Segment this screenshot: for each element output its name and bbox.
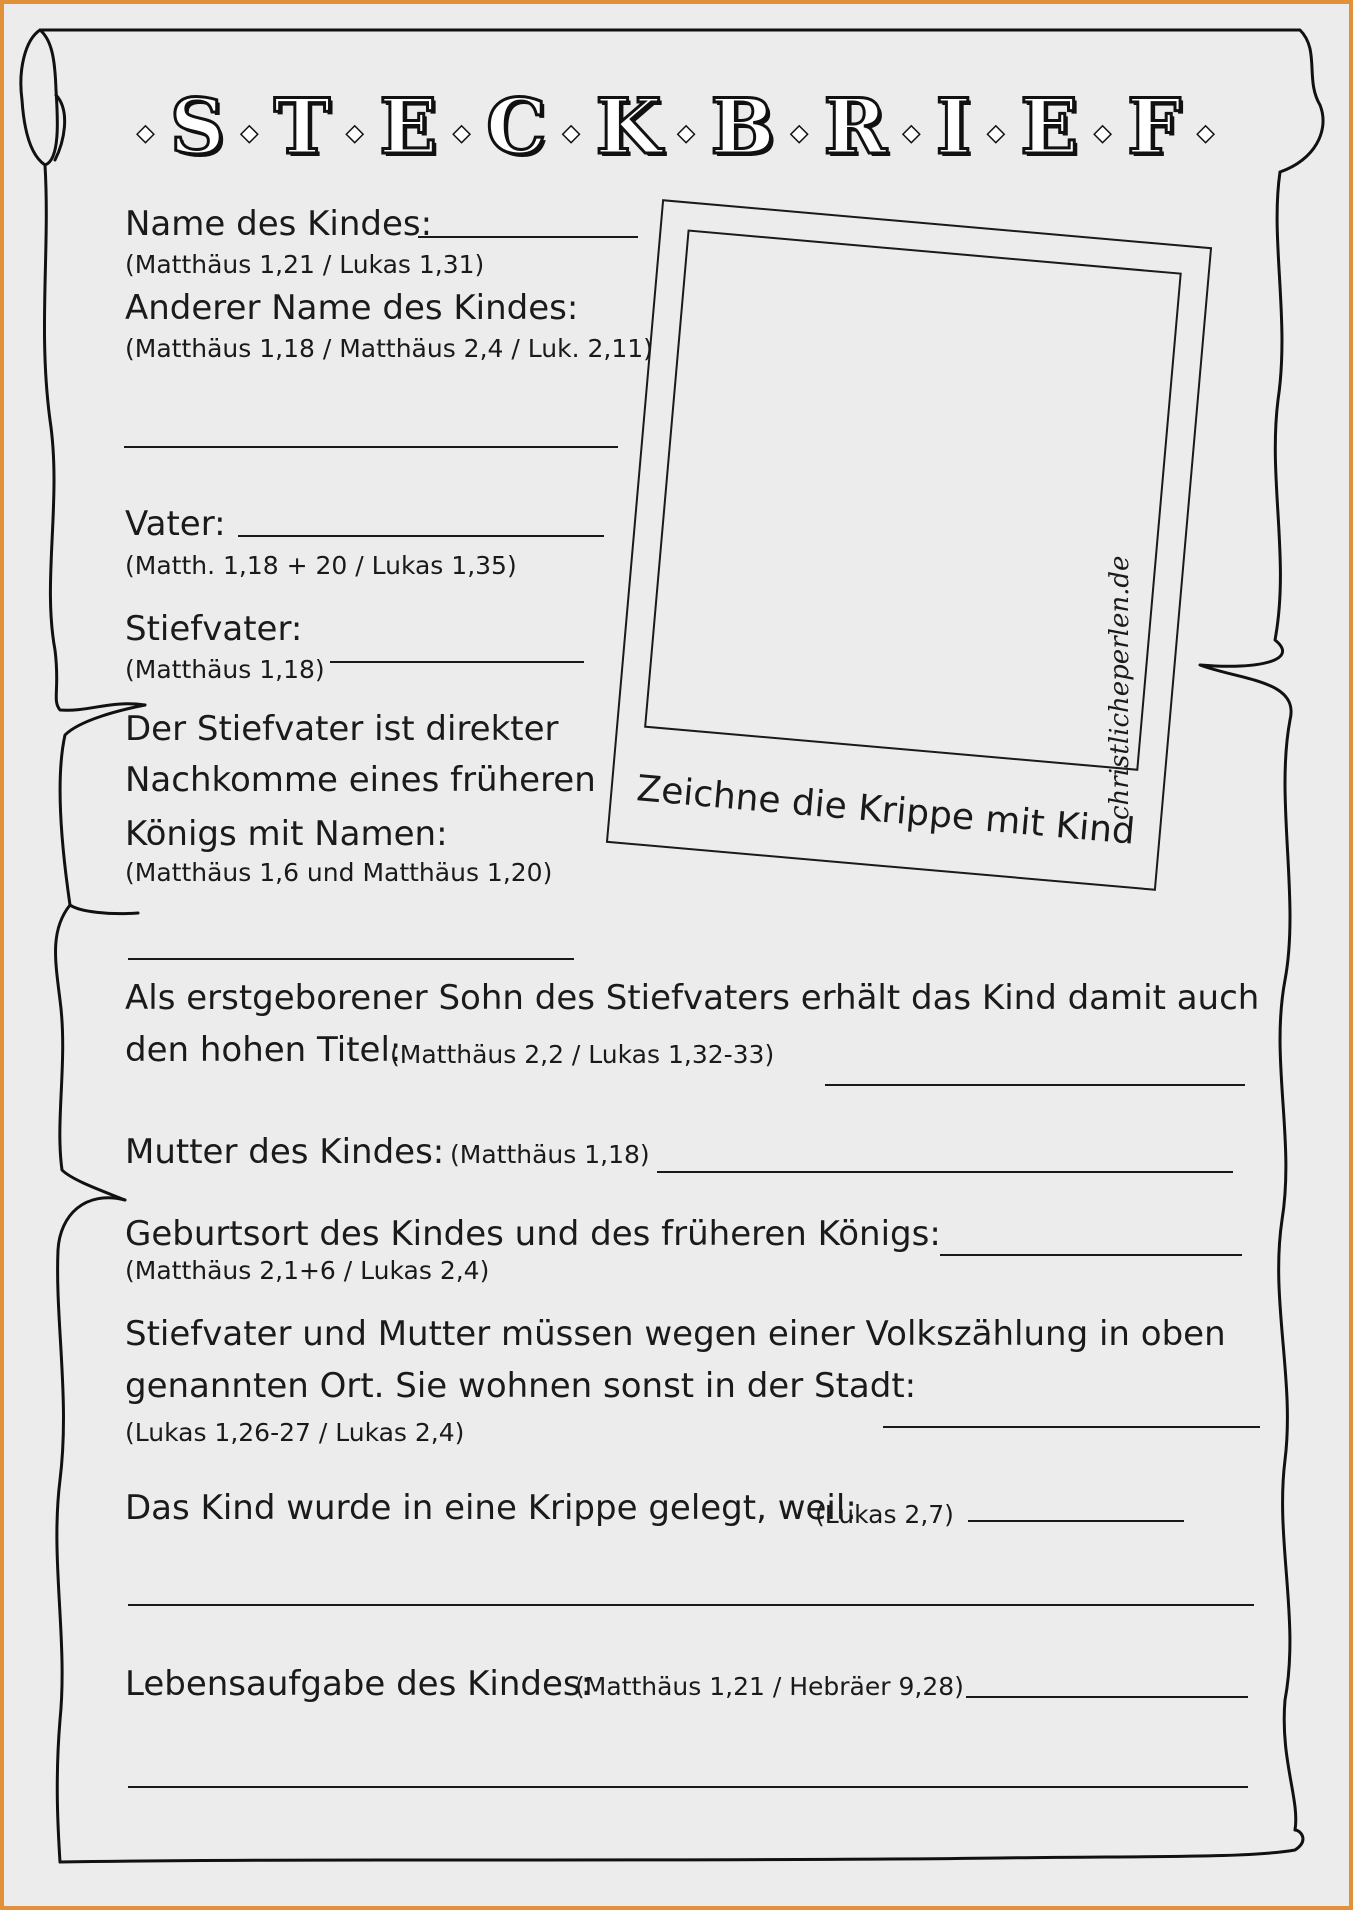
title-letter-f: F (1127, 82, 1184, 171)
title-letter-t: T (273, 82, 333, 171)
title-letter-b: B (710, 82, 777, 171)
mother-answer-line[interactable] (657, 1171, 1233, 1173)
manger-answer-line-1[interactable] (968, 1520, 1184, 1522)
stepfather-label: Stiefvater: (125, 609, 303, 649)
name-answer-line[interactable] (418, 236, 638, 238)
census-answer-line[interactable] (883, 1426, 1260, 1428)
other-name-label: Anderer Name des Kindes: (125, 288, 579, 328)
mother-label: Mutter des Kindes: (125, 1132, 445, 1172)
title-field-line1: Als erstgeborener Sohn des Stiefvaters erhält das Kind damit auch (125, 978, 1260, 1018)
title-dot: ◆ (137, 120, 156, 146)
birthplace-label: Geburtsort des Kindes und des früheren Königs: (125, 1214, 941, 1254)
other-name-answer-line[interactable] (124, 446, 618, 448)
title-letter-i: I (935, 82, 974, 171)
descendant-line1: Der Stiefvater ist direkter (125, 709, 559, 749)
title-letter-r: R (823, 82, 889, 171)
stepfather-ref: (Matthäus 1,18) (125, 655, 325, 684)
title-dot: ◆ (1197, 120, 1216, 146)
father-ref: (Matth. 1,18 + 20 / Lukas 1,35) (125, 551, 517, 580)
page-title (0, 82, 1353, 171)
census-ref: (Lukas 1,26-27 / Lukas 2,4) (125, 1418, 465, 1447)
manger-ref: (Lukas 2,7) (815, 1500, 954, 1529)
manger-label: Das Kind wurde in eine Krippe gelegt, weil: (125, 1488, 857, 1528)
name-label: Name des Kindes: (125, 204, 433, 244)
census-line2: genannten Ort. Sie wohnen sonst in der Stadt: (125, 1366, 917, 1406)
father-answer-line[interactable] (238, 535, 604, 537)
title-letter-c: C (486, 82, 549, 171)
other-name-ref: (Matthäus 1,18 / Matthäus 2,4 / Luk. 2,11) (125, 334, 653, 363)
drawing-area[interactable] (644, 230, 1182, 771)
title-dot: ◆ (453, 120, 473, 146)
title-dot: ◆ (562, 120, 582, 146)
watermark: christlicheperlen.de (1105, 555, 1135, 820)
life-task-ref: (Matthäus 1,21 / Hebräer 9,28) (575, 1672, 964, 1701)
title-dot: ◆ (677, 120, 697, 146)
census-line1: Stiefvater und Mutter müssen wegen einer Volkszählung in oben (125, 1314, 1226, 1354)
title-dot: ◆ (240, 120, 260, 146)
descendant-line3: Königs mit Namen: (125, 814, 448, 854)
title-dot: ◆ (987, 120, 1007, 146)
title-letter-k: K (595, 82, 664, 171)
title-field-line2: den hohen Titel: (125, 1030, 402, 1070)
title-dot: ◆ (902, 120, 922, 146)
birthplace-ref: (Matthäus 2,1+6 / Lukas 2,4) (125, 1256, 490, 1285)
title-dot: ◆ (346, 120, 366, 146)
manger-answer-line-2[interactable] (128, 1604, 1254, 1606)
title-letter-s: S (169, 82, 227, 171)
life-task-answer-line-1[interactable] (966, 1696, 1248, 1698)
life-task-label: Lebensaufgabe des Kindes: (125, 1664, 593, 1704)
name-ref: (Matthäus 1,21 / Lukas 1,31) (125, 250, 485, 279)
life-task-answer-line-2[interactable] (128, 1786, 1248, 1788)
father-label: Vater: (125, 504, 226, 544)
descendant-line2: Nachkomme eines früheren (125, 760, 596, 800)
title-dot: ◆ (790, 120, 810, 146)
title-letter-e2: E (1020, 82, 1081, 171)
title-field-ref: (Matthäus 2,2 / Lukas 1,32-33) (390, 1040, 775, 1069)
drawing-caption: Zeichne die Krippe mit Kind (634, 768, 1137, 853)
title-letter-e: E (379, 82, 440, 171)
mother-ref: (Matthäus 1,18) (450, 1140, 650, 1169)
birthplace-answer-line[interactable] (940, 1254, 1242, 1256)
stepfather-answer-line[interactable] (330, 661, 584, 663)
descendant-ref: (Matthäus 1,6 und Matthäus 1,20) (125, 858, 553, 887)
descendant-answer-line[interactable] (128, 958, 574, 960)
title-answer-line[interactable] (825, 1084, 1245, 1086)
title-dot: ◆ (1094, 120, 1114, 146)
